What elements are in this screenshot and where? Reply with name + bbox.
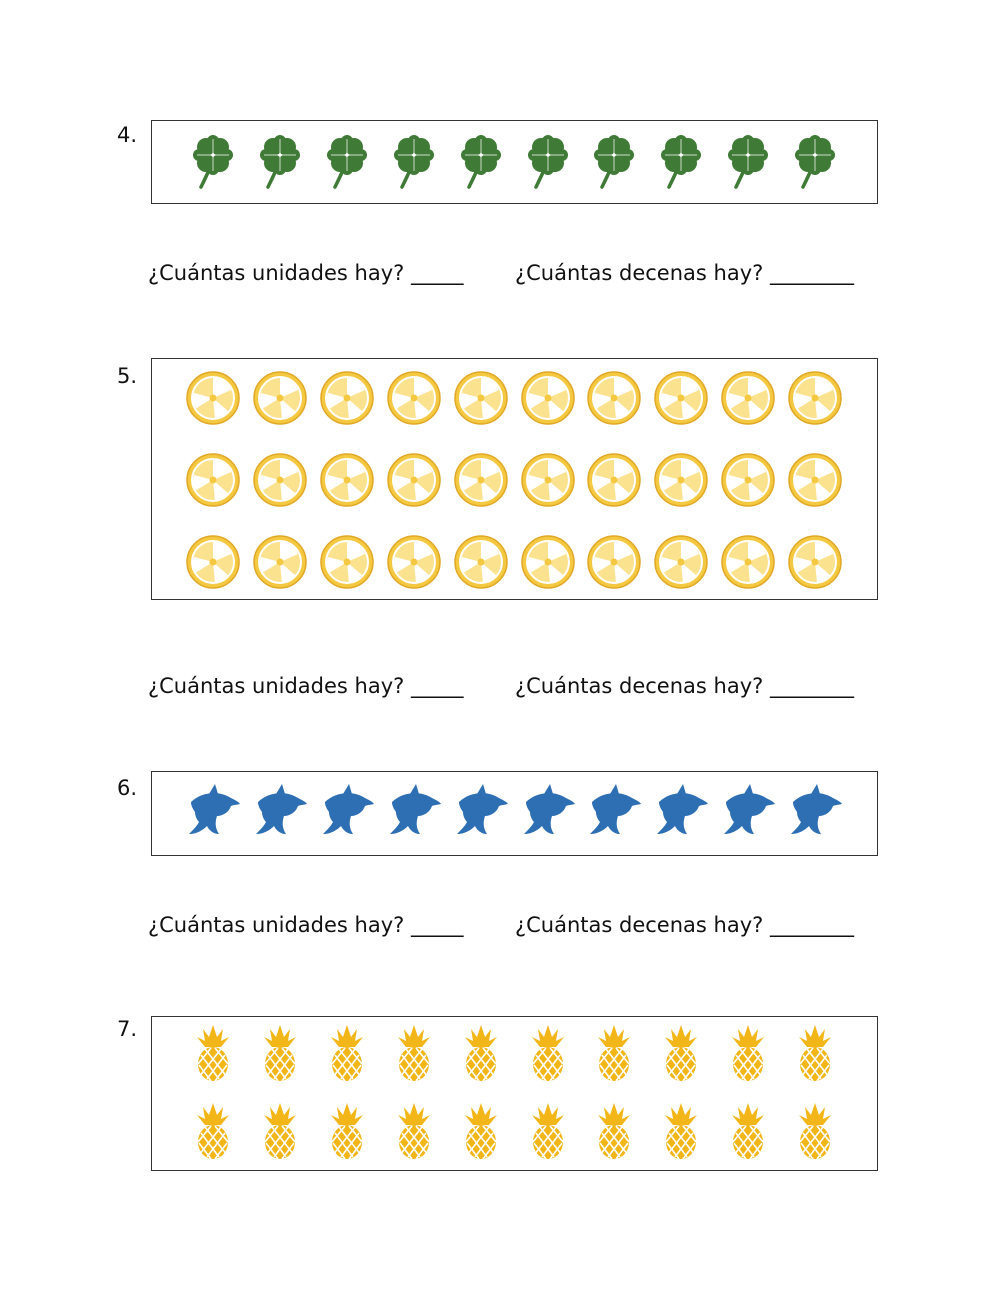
dolphin-icon — [586, 782, 642, 842]
clover-icon — [787, 131, 843, 191]
clover-icon — [185, 131, 241, 191]
picture-box — [151, 358, 878, 600]
clover-icon — [586, 131, 642, 191]
icon-row — [152, 1101, 877, 1161]
tens-question: ¿Cuántas decenas hay? ________ — [515, 913, 854, 937]
beach-ball-icon — [319, 368, 375, 428]
pineapple-icon — [520, 1023, 576, 1083]
clover-icon — [653, 131, 709, 191]
icon-row — [152, 532, 877, 592]
beach-ball-icon — [185, 450, 241, 510]
beach-ball-icon — [185, 368, 241, 428]
pineapple-icon — [653, 1101, 709, 1161]
units-question: ¿Cuántas unidades hay? _____ — [148, 261, 464, 285]
pineapple-icon — [453, 1101, 509, 1161]
dolphin-icon — [386, 782, 442, 842]
pineapple-icon — [319, 1023, 375, 1083]
beach-ball-icon — [252, 368, 308, 428]
clover-icon — [453, 131, 509, 191]
beach-ball-icon — [520, 450, 576, 510]
clover-icon — [520, 131, 576, 191]
pineapple-icon — [453, 1023, 509, 1083]
exercise-number: 7. — [117, 1017, 138, 1041]
beach-ball-icon — [586, 368, 642, 428]
picture-box — [151, 771, 878, 856]
pineapple-icon — [252, 1023, 308, 1083]
icon-row — [152, 450, 877, 510]
pineapple-icon — [586, 1101, 642, 1161]
beach-ball-icon — [520, 532, 576, 592]
pineapple-icon — [653, 1023, 709, 1083]
exercise-number: 4. — [117, 123, 138, 147]
units-question: ¿Cuántas unidades hay? _____ — [148, 674, 464, 698]
dolphin-icon — [252, 782, 308, 842]
beach-ball-icon — [586, 450, 642, 510]
tens-question: ¿Cuántas decenas hay? ________ — [515, 261, 854, 285]
icon-row — [152, 131, 877, 191]
pineapple-icon — [787, 1023, 843, 1083]
beach-ball-icon — [653, 532, 709, 592]
dolphin-icon — [185, 782, 241, 842]
beach-ball-icon — [185, 532, 241, 592]
pineapple-icon — [720, 1101, 776, 1161]
pineapple-icon — [720, 1023, 776, 1083]
beach-ball-icon — [720, 532, 776, 592]
beach-ball-icon — [453, 450, 509, 510]
pineapple-icon — [386, 1101, 442, 1161]
dolphin-icon — [520, 782, 576, 842]
beach-ball-icon — [252, 532, 308, 592]
dolphin-icon — [319, 782, 375, 842]
beach-ball-icon — [720, 450, 776, 510]
beach-ball-icon — [386, 532, 442, 592]
pineapple-icon — [520, 1101, 576, 1161]
dolphin-icon — [787, 782, 843, 842]
clover-icon — [720, 131, 776, 191]
beach-ball-icon — [653, 450, 709, 510]
pineapple-icon — [586, 1023, 642, 1083]
beach-ball-icon — [520, 368, 576, 428]
beach-ball-icon — [319, 532, 375, 592]
beach-ball-icon — [586, 532, 642, 592]
clover-icon — [319, 131, 375, 191]
dolphin-icon — [720, 782, 776, 842]
pineapple-icon — [185, 1023, 241, 1083]
beach-ball-icon — [787, 532, 843, 592]
picture-box — [151, 120, 878, 204]
tens-question: ¿Cuántas decenas hay? ________ — [515, 674, 854, 698]
beach-ball-icon — [386, 450, 442, 510]
clover-icon — [386, 131, 442, 191]
beach-ball-icon — [787, 450, 843, 510]
picture-box — [151, 1016, 878, 1171]
pineapple-icon — [386, 1023, 442, 1083]
units-question: ¿Cuántas unidades hay? _____ — [148, 913, 464, 937]
icon-row — [152, 368, 877, 428]
beach-ball-icon — [252, 450, 308, 510]
beach-ball-icon — [653, 368, 709, 428]
icon-row — [152, 782, 877, 842]
beach-ball-icon — [453, 532, 509, 592]
beach-ball-icon — [453, 368, 509, 428]
pineapple-icon — [319, 1101, 375, 1161]
icon-row — [152, 1023, 877, 1083]
pineapple-icon — [252, 1101, 308, 1161]
beach-ball-icon — [787, 368, 843, 428]
beach-ball-icon — [386, 368, 442, 428]
dolphin-icon — [653, 782, 709, 842]
beach-ball-icon — [319, 450, 375, 510]
exercise-number: 5. — [117, 364, 138, 388]
dolphin-icon — [453, 782, 509, 842]
clover-icon — [252, 131, 308, 191]
exercise-number: 6. — [117, 776, 138, 800]
pineapple-icon — [787, 1101, 843, 1161]
pineapple-icon — [185, 1101, 241, 1161]
beach-ball-icon — [720, 368, 776, 428]
